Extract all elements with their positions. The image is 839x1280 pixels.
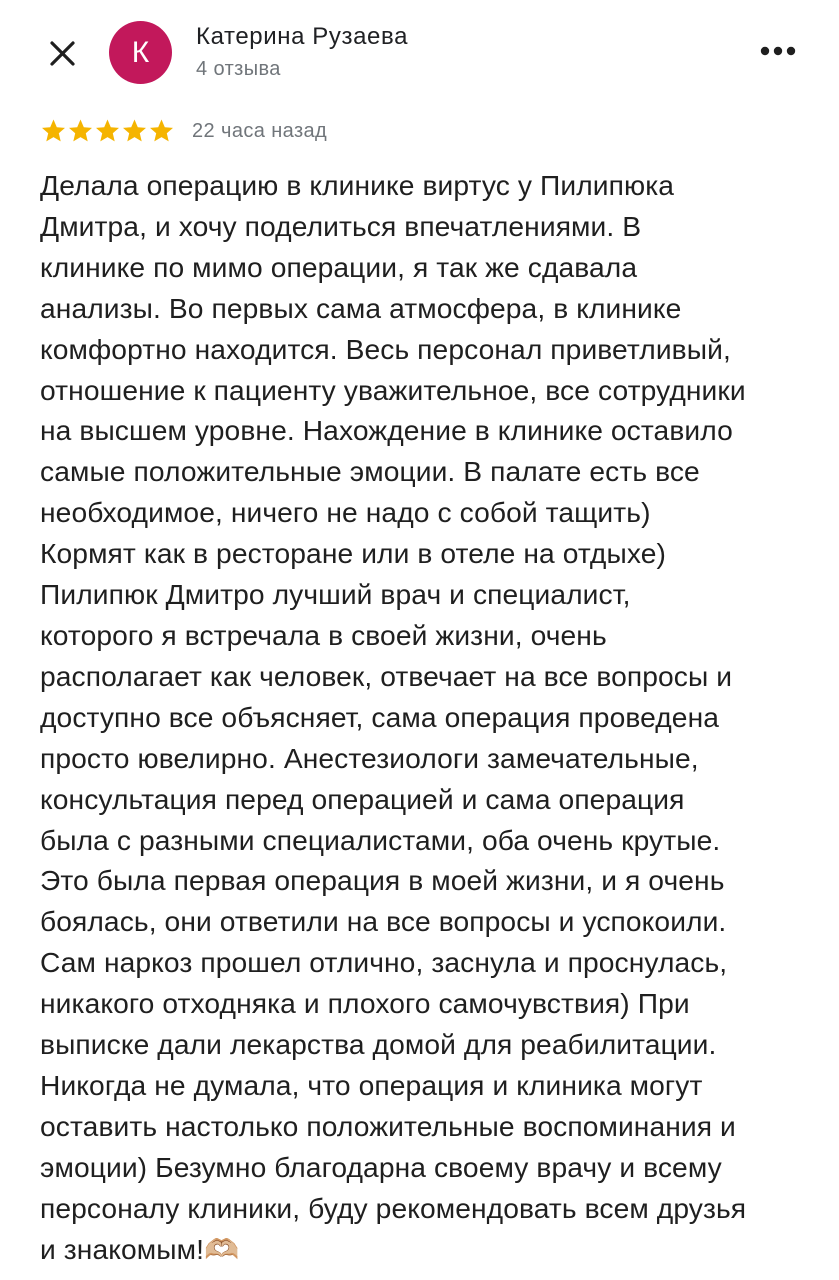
more-options-button[interactable] [758,36,798,66]
star-icon [40,118,67,144]
star-icon [148,118,175,144]
review-header [0,0,839,100]
close-icon [42,34,82,74]
close-button[interactable] [42,34,82,74]
star-icon [67,118,94,144]
star-icon [121,118,148,144]
author-review-count: 4 отзыва [196,58,281,80]
star-rating [40,118,175,144]
review-text: Делала операцию в клинике виртус у Пилипюка Дмитра, и хочу поделиться впечатлениями. В клинике по мимо операции, я так же сдавала анализы. Во первых сама атмосфера, в клинике комфортно находится. Весь персонал приветливый, отношение к пациенту уважительное, все сотрудники на высшем уровне. Нахождение в клинике оставило самые положительные эмоции. В палате есть все необходимое, ничего не надо с собой тащить) Кормят как в ресторане или в отеле на отдыхе) Пилипюк Дмитро лучший врач и специалист, которого я встречала в своей жизни, очень располагает как человек, отвечает на все вопросы и доступно все объясняет, сама операция проведена просто ювелирно. Анестезиологи замечательные, консультация перед операцией и сама операция была с разными специалистами, оба очень крутые. Это была первая операция в моей жизни, и я очень боялась, они ответили на все вопросы и успокоили. Сам наркоз прошел отлично, заснула и проснулась, никакого отходняка и плохого самочувствия) При выписке дали лекарства домой для реабилитации. Никогда не думала, что операция и клиника могут оставить настолько положительные воспоминания и эмоции) Безумно благодарна своему врачу и всему персоналу клиники, буду рекомендовать всем друзья и знакомым!🫶🏼 [40,169,747,1265]
more-horizontal-icon [758,36,798,66]
star-icon [94,118,121,144]
avatar[interactable]: К [109,21,172,84]
review-time: 22 часа назад [192,120,328,142]
author-name[interactable]: Катерина Рузаева [196,23,409,50]
rating-row [40,114,460,148]
